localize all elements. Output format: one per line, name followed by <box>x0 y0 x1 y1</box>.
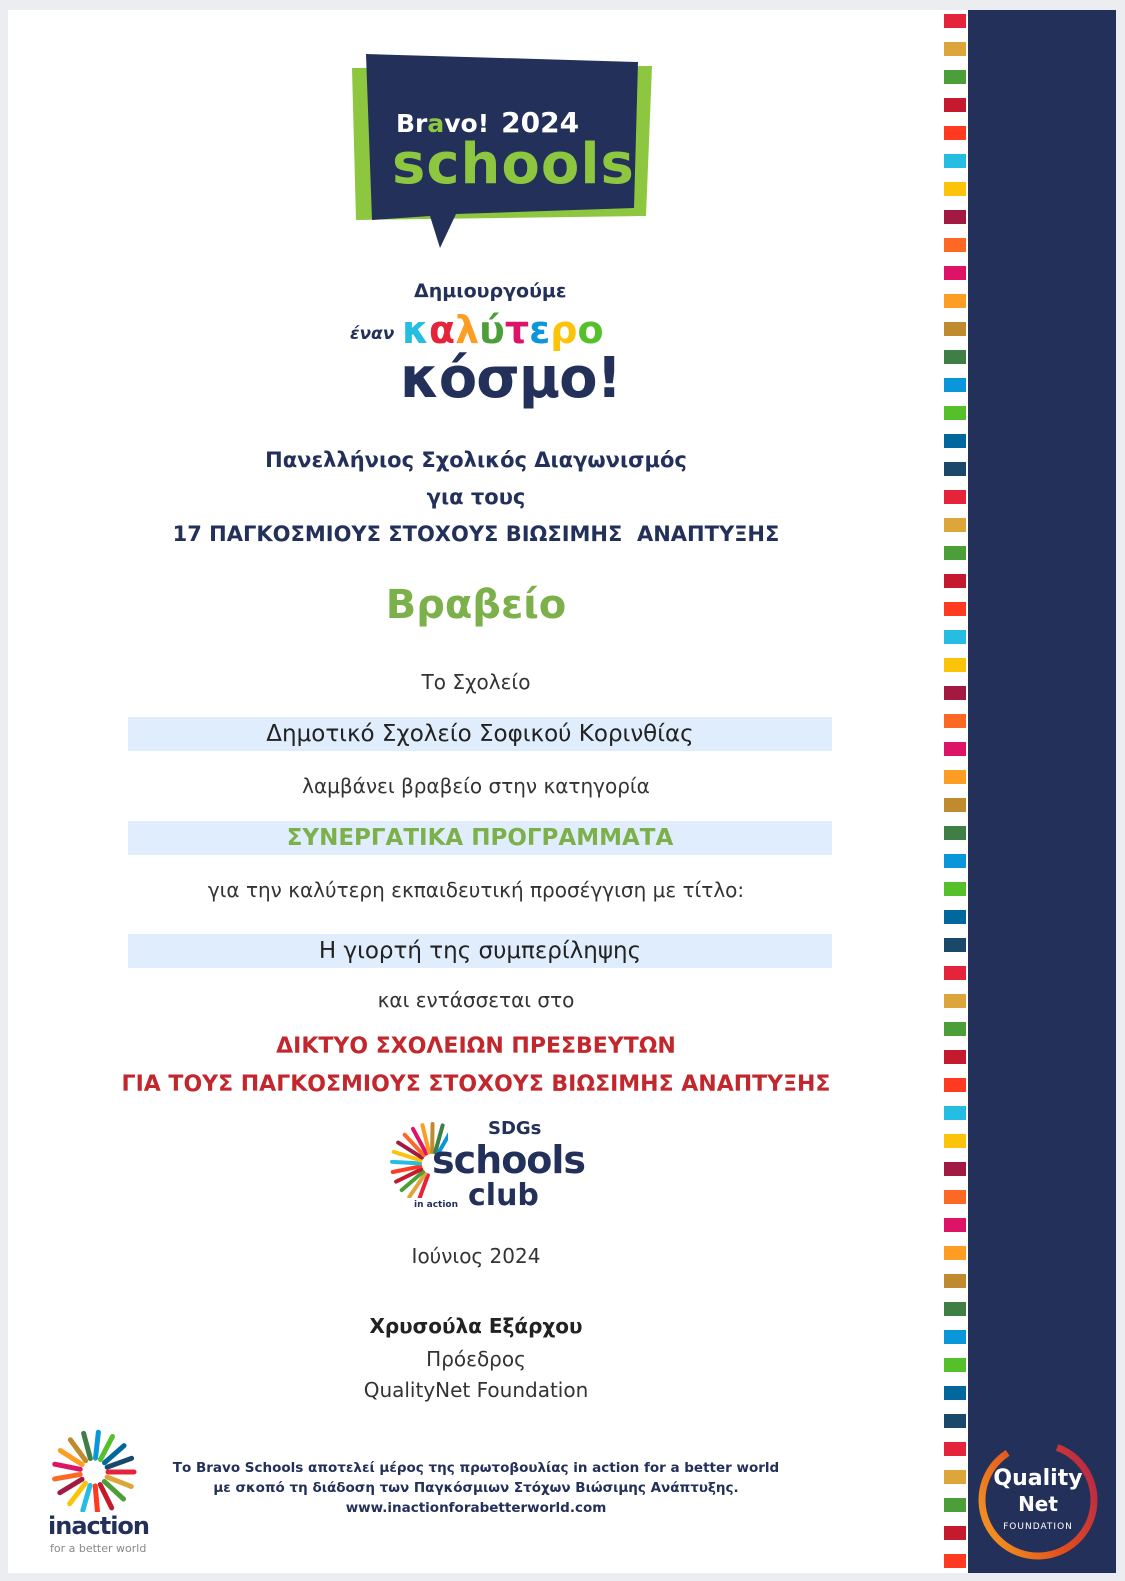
category-name: ΣΥΝΕΡΓΑΤΙΚΑ ΠΡΟΓΡΑΜΜΑΤΑ <box>286 825 674 851</box>
school-label: Το Σχολείο <box>421 670 531 694</box>
slogan-line-3: κόσμο! <box>400 346 622 411</box>
navy-side-panel <box>968 10 1116 1573</box>
qualitynet-logo-line-3: FOUNDATION <box>1003 1522 1073 1532</box>
certificate-page <box>8 10 1116 1573</box>
footer-line-2: με σκοπό τη διάδοση των Παγκόσμιων Στόχων Βιώσιμης Ανάπτυξης. <box>213 1480 739 1496</box>
network-line-1: ΔΙΚΤΥΟ ΣΧΟΛΕΙΩΝ ΠΡΕΣΒΕΥΤΩΝ <box>276 1034 676 1059</box>
inaction-logo-tagline: for a better world <box>50 1542 147 1555</box>
category-label: λαμβάνει βραβείο στην κατηγορία <box>302 774 650 798</box>
qualitynet-foundation-logo <box>974 1436 1102 1564</box>
sdg-side-band <box>944 10 1116 1573</box>
approach-title: Η γιορτή της συμπερίληψης <box>318 938 642 964</box>
approach-label: για την καλύτερη εκπαιδευτική προσέγγιση με τίτλο: <box>207 878 745 902</box>
school-name: Δημοτικό Σχολείο Σοφικού Κορινθίας <box>266 721 694 747</box>
inaction-logo <box>46 1428 156 1568</box>
sdgs-schools-club-logo <box>388 1118 586 1222</box>
bravo-schools-logo <box>346 48 656 258</box>
category-box <box>128 821 832 855</box>
network-heading <box>8 1028 944 1104</box>
award-title: Βραβείο <box>385 582 567 628</box>
footer-line-1: Το Bravo Schools αποτελεί μέρος της πρωτοβουλίας in action for a better world <box>172 1460 780 1476</box>
sdg-logo-line-3: club <box>468 1178 539 1213</box>
sdg-logo-line-1: SDGs <box>488 1118 542 1139</box>
inaction-burst-icon <box>50 1428 150 1512</box>
signer-role: Πρόεδρος <box>426 1347 526 1371</box>
bravo-brand-line: Bravo! 2024 <box>396 106 580 139</box>
network-line-2: ΓΙΑ ΤΟΥΣ ΠΑΓΚΟΣΜΙΟΥΣ ΣΤΟΧΟΥΣ ΒΙΩΣΙΜΗΣ ΑΝΑΠΤΥΞΗΣ <box>121 1072 831 1097</box>
slogan <box>338 278 638 428</box>
competition-line-2: για τους <box>426 485 526 509</box>
network-label: και εντάσσεται στο <box>377 988 575 1012</box>
sdg-logo-line-2: schools <box>432 1138 586 1182</box>
inaction-logo-word: inaction <box>48 1512 150 1540</box>
signer-organization: QualityNet Foundation <box>363 1378 589 1402</box>
competition-line-3: 17 ΠΑΓΚΟΣΜΙΟΥΣ ΣΤΟΧΟΥΣ ΒΙΩΣΙΜΗΣ ΑΝΑΠΤΥΞΗΣ <box>172 522 780 546</box>
competition-heading <box>8 442 944 553</box>
qualitynet-logo-line-1: Quality <box>993 1466 1083 1491</box>
footer-website: www.inactionforabetterworld.com <box>345 1500 607 1516</box>
approach-box <box>128 934 832 968</box>
qualitynet-logo-line-2: Net <box>1018 1492 1058 1516</box>
slogan-line-2a: έναν <box>350 324 395 344</box>
competition-line-1: Πανελλήνιος Σχολικός Διαγωνισμός <box>265 448 687 472</box>
signer-name: Χρυσούλα Εξάρχου <box>369 1314 583 1338</box>
bravo-schools-word: schools <box>392 132 635 197</box>
school-name-box <box>128 717 832 751</box>
award-date: Ιούνιος 2024 <box>411 1244 541 1268</box>
sdg-logo-tag: in action <box>414 1200 459 1210</box>
slogan-colorful-word: καλύτερο <box>402 308 604 352</box>
sdg-color-stripe <box>944 10 966 1573</box>
slogan-line-1: Δημιουργούμε <box>414 280 567 302</box>
